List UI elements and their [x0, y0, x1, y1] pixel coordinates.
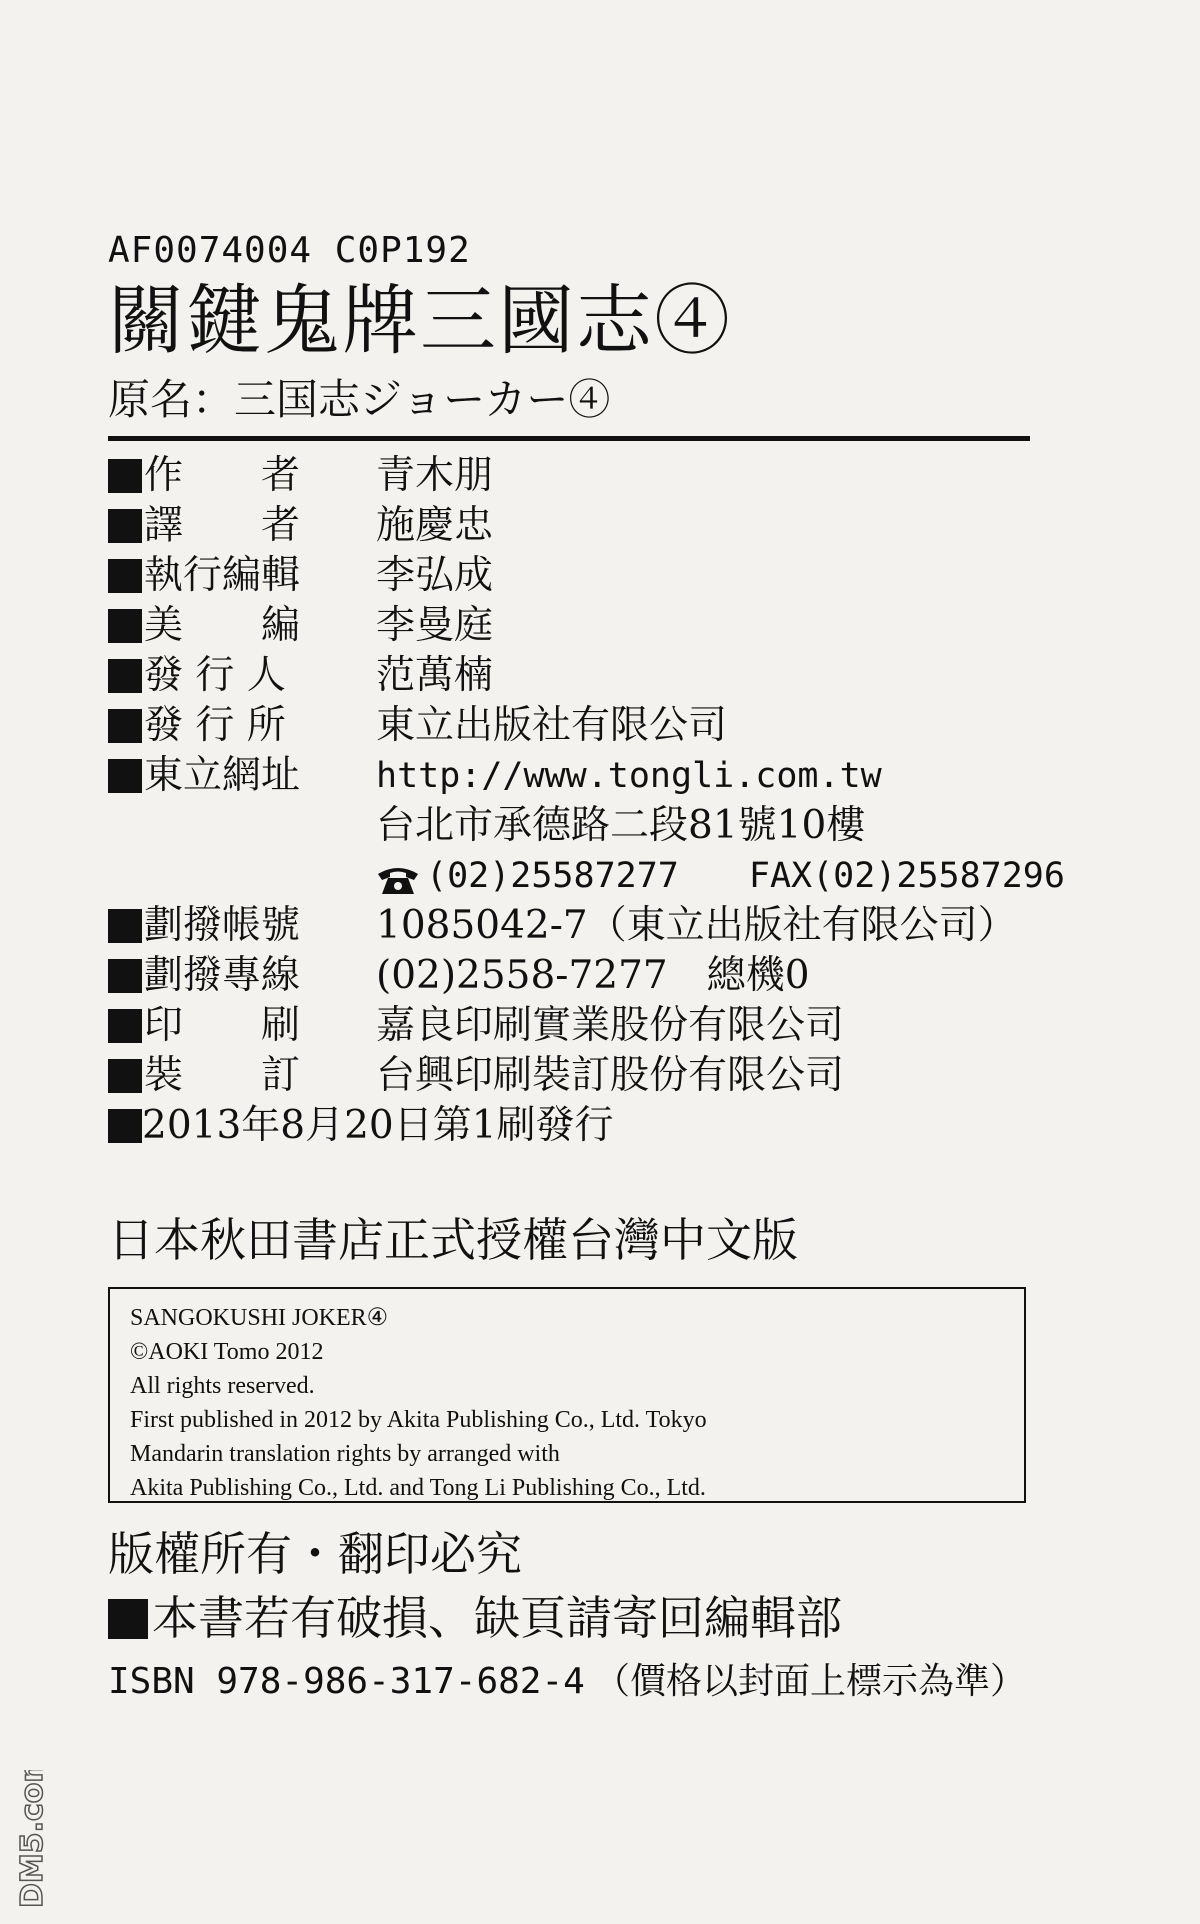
- credit-label: 印 刷: [144, 1003, 301, 1048]
- fax-number: FAX(02)25587296: [748, 856, 1065, 896]
- telephone-icon: [376, 860, 420, 892]
- isbn-row: [108, 1655, 1026, 1709]
- first-print-text: 2013年8月20日第1刷發行: [142, 1103, 614, 1148]
- copyright-line: Akita Publishing Co., Ltd. and Tong Li Publishing Co., Ltd.: [130, 1475, 706, 1501]
- first-print-date: [108, 1101, 1038, 1151]
- damage-notice: [108, 1589, 1038, 1649]
- credit-value: 李曼庭: [376, 603, 494, 648]
- credit-label: 劃撥帳號: [144, 903, 301, 948]
- bullet-square-icon: [108, 609, 142, 643]
- credit-value: 嘉良印刷實業股份有限公司: [376, 1003, 845, 1048]
- credit-label: 執行編輯: [144, 553, 301, 598]
- credit-row-printer: [108, 1001, 1038, 1051]
- credit-label: 美 編: [144, 603, 301, 648]
- credit-row-publisher: [108, 651, 1038, 701]
- bullet-square-icon: [108, 559, 142, 593]
- credit-row-postal-account: [108, 901, 1038, 951]
- credit-row-translator: [108, 501, 1038, 551]
- bullet-square-icon: [108, 1599, 148, 1639]
- contact-line: [108, 851, 1065, 901]
- product-code: AF0074004 C0P192: [108, 230, 471, 271]
- credits-list: [108, 451, 1065, 1151]
- copyright-line: ©AOKI Tomo 2012: [130, 1339, 324, 1365]
- price-note: （價格以封面上標示為準）: [593, 1661, 1026, 1702]
- svg-text:DM5.com: DM5.com: [15, 1770, 50, 1908]
- credit-value: 東立出版社有限公司: [376, 703, 728, 748]
- copyright-line: Mandarin translation rights by arranged with: [130, 1441, 560, 1467]
- bullet-square-icon: [108, 1059, 142, 1093]
- original-title: 原名：三国志ジョーカー④: [108, 375, 611, 424]
- credit-value: 1085042-7（東立出版社有限公司）: [376, 903, 1017, 948]
- phone-number: (02)25587277: [426, 856, 679, 896]
- authorization-notice: 日本秋田書店正式授權台灣中文版: [108, 1213, 798, 1267]
- website-url: http://www.tongli.com.tw: [376, 756, 882, 796]
- credit-label: 譯 者: [144, 503, 301, 548]
- credit-value: 施慶忠: [376, 503, 494, 548]
- bullet-square-icon: [108, 959, 142, 993]
- credit-label: 裝 訂: [144, 1053, 301, 1098]
- credit-row-publishing-house: [108, 701, 1038, 751]
- copyright-line: First published in 2012 by Akita Publishing Co., Ltd. Tokyo: [130, 1407, 707, 1433]
- bullet-square-icon: [108, 509, 142, 543]
- credit-row-art-editor: [108, 601, 1038, 651]
- bullet-square-icon: [108, 659, 142, 693]
- bullet-square-icon: [108, 1009, 142, 1043]
- damage-notice-text: 本書若有破損、缺頁請寄回編輯部: [152, 1591, 842, 1645]
- copyright-line: SANGOKUSHI JOKER④: [130, 1305, 389, 1331]
- credit-label: 作 者: [144, 453, 301, 498]
- bullet-square-icon: [108, 909, 142, 943]
- credit-row-editor: [108, 551, 1038, 601]
- credit-value: (02)2558-7277 總機0: [376, 953, 810, 998]
- book-title: 關鍵鬼牌三國志④: [108, 276, 732, 365]
- copyright-box: [108, 1287, 1026, 1503]
- credit-row-binder: [108, 1051, 1038, 1101]
- bullet-square-icon: [108, 709, 142, 743]
- credit-row-website: [108, 751, 1038, 801]
- bullet-square-icon: [108, 1109, 142, 1143]
- credit-value: 范萬楠: [376, 653, 494, 698]
- credit-label: 發 行 所: [144, 703, 286, 748]
- credit-value: 李弘成: [376, 553, 494, 598]
- address: 台北市承德路二段81號10樓: [376, 803, 866, 848]
- colophon-page: [108, 230, 1065, 1709]
- credit-row-postal-line: [108, 951, 1038, 1001]
- credit-value: 台興印刷裝訂股份有限公司: [376, 1053, 845, 1098]
- divider-line: [108, 436, 1030, 441]
- bullet-square-icon: [108, 459, 142, 493]
- credit-row-author: [108, 451, 1038, 501]
- bullet-square-icon: [108, 759, 142, 793]
- copyright-line: All rights reserved.: [130, 1373, 315, 1399]
- isbn-number: ISBN 978-986-317-682-4: [108, 1661, 585, 1702]
- credit-label: 劃撥專線: [144, 953, 301, 998]
- dm5-watermark-logo: [12, 1770, 52, 1910]
- credit-label: 發 行 人: [144, 653, 286, 698]
- credit-value: 青木朋: [376, 453, 494, 498]
- rights-reserved: 版權所有・翻印必究: [108, 1527, 522, 1581]
- credit-label: 東立網址: [144, 753, 301, 798]
